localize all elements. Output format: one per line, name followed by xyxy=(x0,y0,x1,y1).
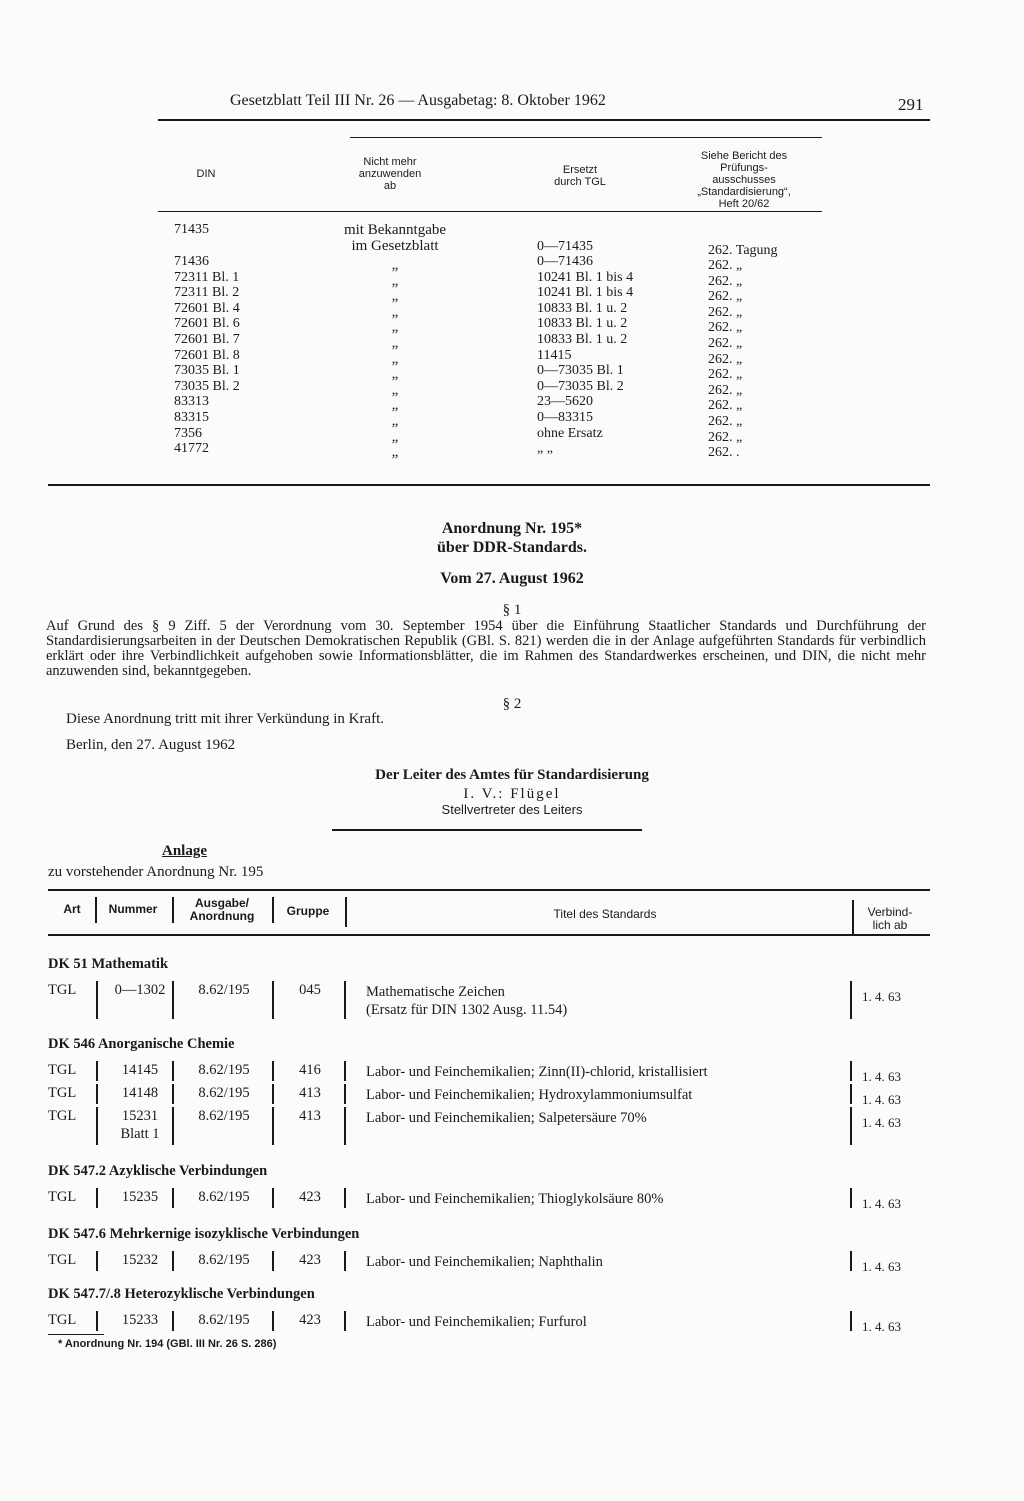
header-divider xyxy=(272,897,274,923)
page-header: Gesetzblatt Teil III Nr. 26 — Ausgabetag: 8. Oktober 1962 xyxy=(230,92,606,109)
top-row-bericht: 262. . xyxy=(708,445,740,461)
col-header-nummer: Nummer xyxy=(108,902,158,916)
top-row-ersetzt: 0—73035 Bl. 2 xyxy=(537,378,624,394)
row-divider xyxy=(272,1188,274,1208)
top-row-bericht: 262. „ xyxy=(708,289,743,305)
top-first-bericht: 262. Tagung xyxy=(708,243,778,258)
top-row-ersetzt: 10241 Bl. 1 bis 4 xyxy=(537,269,634,285)
row-divider xyxy=(850,1061,852,1081)
col-header-nicht-mehr: Nicht mehr anzuwenden ab xyxy=(358,156,422,192)
row-divider xyxy=(272,1251,274,1271)
row-divider xyxy=(344,1188,346,1208)
top-row-nicht-mehr: „ xyxy=(391,381,399,398)
row-divider xyxy=(344,1311,346,1331)
cell-titel-note: (Ersatz für DIN 1302 Ausg. 11.54) xyxy=(366,1002,568,1018)
top-row-bericht: 262. „ xyxy=(708,304,743,320)
top-row-bericht: 262. „ xyxy=(708,273,743,289)
top-row-bericht: 262. „ xyxy=(708,367,743,383)
top-row-din: 73035 Bl. 1 xyxy=(174,363,240,379)
header-divider xyxy=(345,897,347,927)
header-divider xyxy=(852,900,854,934)
cell-verbindlich-ab: 1. 4. 63 xyxy=(862,1115,901,1130)
top-row-ersetzt: 0—83315 xyxy=(537,410,593,425)
top-first-nicht-mehr: mit Bekanntgabe im Gesetzblatt xyxy=(343,222,447,254)
col-header-verbindlich: Verbind- lich ab xyxy=(867,905,913,932)
row-divider xyxy=(96,1251,98,1271)
cell-art: TGL xyxy=(48,1312,77,1328)
col-header-ausgabe: Ausgabe/ Anordnung xyxy=(189,896,255,923)
place-date: Berlin, den 27. August 1962 xyxy=(66,737,236,753)
row-divider xyxy=(344,1107,346,1145)
row-divider xyxy=(344,1251,346,1271)
row-divider xyxy=(172,1311,174,1331)
row-divider xyxy=(172,981,174,1019)
top-row-ersetzt: 10241 Bl. 1 bis 4 xyxy=(537,285,634,301)
top-row-bericht: 262. „ xyxy=(708,382,743,398)
cell-art: TGL xyxy=(48,1062,77,1078)
col-header-din: DIN xyxy=(196,168,216,180)
col-header-art: Art xyxy=(63,902,81,916)
signer-role: Stellvertreter des Leiters xyxy=(441,802,583,817)
row-divider xyxy=(96,1107,98,1145)
row-divider xyxy=(172,1188,174,1208)
top-row-bericht: 262. „ xyxy=(708,414,743,429)
cell-nummer-blatt: Blatt 1 xyxy=(120,1126,160,1142)
cell-gruppe: 413 xyxy=(299,1085,321,1101)
cell-art: TGL xyxy=(48,1252,77,1268)
cell-gruppe: 413 xyxy=(299,1108,321,1124)
anlage-title: Anlage xyxy=(162,843,207,859)
signer-name: I. V.: Flügel xyxy=(463,786,561,802)
top-row-bericht: 262. „ xyxy=(708,429,743,445)
cell-titel: Labor- und Feinchemikalien; Naphthalin xyxy=(366,1254,603,1270)
table-bottom-rule xyxy=(48,1334,104,1335)
group-heading: DK 51 Mathematik xyxy=(48,956,169,972)
top-row-nicht-mehr: „ xyxy=(391,444,399,461)
top-row-nicht-mehr: „ xyxy=(391,257,399,273)
top-row-bericht: 262. „ xyxy=(708,320,743,336)
cell-art: TGL xyxy=(48,1085,77,1101)
anlage-rule-top xyxy=(48,889,930,891)
top-row-nicht-mehr: „ xyxy=(391,413,399,429)
top-row-din: 83315 xyxy=(174,410,209,425)
row-divider xyxy=(96,1311,98,1331)
top-row-bericht: 262. „ xyxy=(708,336,743,351)
top-row-nicht-mehr: „ xyxy=(391,397,399,414)
top-table-rule-bottom xyxy=(48,484,930,486)
top-row-nicht-mehr: „ xyxy=(391,303,399,320)
row-divider xyxy=(96,1084,98,1104)
cell-verbindlich-ab: 1. 4. 63 xyxy=(862,1069,901,1084)
row-divider xyxy=(96,1188,98,1208)
top-table-rule-header xyxy=(158,211,822,212)
cell-nummer: 15235 xyxy=(121,1189,159,1205)
top-row-din: 72311 Bl. 1 xyxy=(174,269,240,285)
anordnung-date: Vom 27. August 1962 xyxy=(440,570,584,587)
group-heading: DK 547.6 Mehrkernige isozyklische Verbindungen xyxy=(48,1226,360,1242)
col-header-bericht: Siehe Bericht des Prüfungs- ausschusses „Standardisierung“, Heft 20/62 xyxy=(697,150,791,210)
row-divider xyxy=(96,1061,98,1081)
row-divider xyxy=(850,1311,852,1331)
cell-titel: Mathematische Zeichen xyxy=(366,984,505,1000)
row-divider xyxy=(272,1061,274,1081)
top-row-din: 72311 Bl. 2 xyxy=(174,285,240,301)
row-divider xyxy=(172,1061,174,1081)
cell-ausgabe: 8.62/195 xyxy=(198,982,250,998)
top-row-bericht: 262. „ xyxy=(708,351,743,367)
top-row-nicht-mehr: „ xyxy=(391,366,399,383)
cell-art: TGL xyxy=(48,1189,77,1205)
top-row-din: 72601 Bl. 4 xyxy=(174,300,240,316)
top-row-nicht-mehr: „ xyxy=(391,335,399,351)
top-first-din: 71435 xyxy=(174,222,209,237)
top-row-din: 7356 xyxy=(174,425,202,441)
cell-titel: Labor- und Feinchemikalien; Furfurol xyxy=(366,1314,587,1330)
top-row-ersetzt: 11415 xyxy=(537,347,572,363)
cell-nummer: 15233 xyxy=(121,1312,159,1328)
row-divider xyxy=(272,1311,274,1331)
cell-verbindlich-ab: 1. 4. 63 xyxy=(862,1319,901,1334)
row-divider xyxy=(850,1251,852,1271)
top-row-din: 71436 xyxy=(174,254,209,269)
header-divider xyxy=(172,897,174,923)
cell-art: TGL xyxy=(48,1108,77,1124)
col-header-ersetzt: Ersetzt durch TGL xyxy=(554,164,606,188)
page-number: 291 xyxy=(898,95,924,114)
paragraph-1-mark: § 1 xyxy=(502,602,522,618)
group-heading: DK 547.7/.8 Heterozyklische Verbindungen xyxy=(48,1286,315,1302)
top-table-rule-top xyxy=(350,137,822,138)
cell-titel: Labor- und Feinchemikalien; Salpetersäure 70% xyxy=(366,1110,647,1126)
paragraph-1-text: Auf Grund des § 9 Ziff. 5 der Verordnung vom 30. September 1954 über die Einführung Staatlicher Standards und Durchführung der Standardisierungsarbeiten in der Deutschen Demokratischen Republik (GBl. S. 821) werden die in der Anlage aufgeführten Standards für verbindlich erklärt oder ihre Verbindlichkeit aufgehoben sowie Informationsblätter, die im Rahmen des Standardwerkes erscheinen, und DIN, die nicht mehr anzuwenden sind, bekanntgegeben. xyxy=(46,618,926,679)
row-divider xyxy=(850,981,852,1019)
top-row-ersetzt: 10833 Bl. 1 u. 2 xyxy=(537,332,628,347)
cell-gruppe: 423 xyxy=(299,1189,321,1205)
cell-nummer: 15231 xyxy=(121,1108,159,1124)
top-row-bericht: 262. „ xyxy=(708,398,743,414)
cell-gruppe: 423 xyxy=(299,1312,321,1328)
cell-ausgabe: 8.62/195 xyxy=(198,1085,250,1101)
top-row-din: 72601 Bl. 6 xyxy=(174,316,240,332)
anlage-rule-header xyxy=(48,934,930,936)
top-row-nicht-mehr: „ xyxy=(391,272,399,289)
cell-gruppe: 045 xyxy=(299,982,321,998)
top-row-din: 73035 Bl. 2 xyxy=(174,378,240,394)
top-row-ersetzt: 0—73035 Bl. 1 xyxy=(537,363,624,379)
top-row-nicht-mehr: „ xyxy=(391,428,399,445)
top-row-din: 72601 Bl. 8 xyxy=(174,347,240,363)
cell-gruppe: 416 xyxy=(299,1062,321,1078)
top-row-din: 72601 Bl. 7 xyxy=(174,332,240,347)
anordnung-subtitle: über DDR-Standards. xyxy=(437,539,587,556)
cell-titel: Labor- und Feinchemikalien; Thioglykolsäure 80% xyxy=(366,1191,664,1207)
cell-verbindlich-ab: 1. 4. 63 xyxy=(862,1196,901,1211)
group-heading: DK 547.2 Azyklische Verbindungen xyxy=(48,1163,268,1179)
group-heading: DK 546 Anorganische Chemie xyxy=(48,1036,235,1052)
cell-ausgabe: 8.62/195 xyxy=(198,1108,250,1124)
row-divider xyxy=(344,981,346,1019)
row-divider xyxy=(344,1084,346,1104)
top-row-ersetzt: „ „ xyxy=(537,441,553,457)
top-row-ersetzt: 10833 Bl. 1 u. 2 xyxy=(537,316,628,332)
row-divider xyxy=(850,1107,852,1145)
top-row-nicht-mehr: „ xyxy=(391,350,399,367)
row-divider xyxy=(172,1251,174,1271)
row-divider xyxy=(172,1084,174,1104)
top-first-ersetzt: 0—71435 xyxy=(537,239,593,254)
cell-titel: Labor- und Feinchemikalien; Hydroxylammoniumsulfat xyxy=(366,1087,693,1103)
cell-verbindlich-ab: 1. 4. 63 xyxy=(862,1092,901,1107)
signature-rule xyxy=(332,829,642,831)
cell-verbindlich-ab: 1. 4. 63 xyxy=(862,989,901,1004)
top-row-nicht-mehr: „ xyxy=(391,319,399,336)
cell-ausgabe: 8.62/195 xyxy=(198,1252,250,1268)
cell-ausgabe: 8.62/195 xyxy=(198,1062,250,1078)
row-divider xyxy=(850,1084,852,1104)
row-divider xyxy=(850,1188,852,1208)
row-divider xyxy=(272,1084,274,1104)
row-divider xyxy=(272,1107,274,1145)
row-divider xyxy=(172,1107,174,1145)
header-divider xyxy=(95,897,97,923)
top-row-bericht: 262. „ xyxy=(708,258,743,273)
top-row-nicht-mehr: „ xyxy=(391,288,399,305)
top-row-din: 83313 xyxy=(174,394,209,410)
cell-ausgabe: 8.62/195 xyxy=(198,1312,250,1328)
paragraph-2-mark: § 2 xyxy=(502,696,522,712)
row-divider xyxy=(344,1061,346,1081)
top-row-ersetzt: 0—71436 xyxy=(537,254,593,269)
cell-nummer: 14145 xyxy=(121,1062,159,1078)
top-row-ersetzt: 23—5620 xyxy=(537,394,593,410)
cell-nummer: 14148 xyxy=(121,1085,159,1101)
row-divider xyxy=(96,981,98,1019)
row-divider xyxy=(272,981,274,1019)
signer-title: Der Leiter des Amtes für Standardisierung xyxy=(375,767,649,783)
paragraph-2-text: Diese Anordnung tritt mit ihrer Verkündung in Kraft. xyxy=(66,711,385,727)
col-header-gruppe: Gruppe xyxy=(286,904,330,918)
cell-ausgabe: 8.62/195 xyxy=(198,1189,250,1205)
cell-nummer: 0—1302 xyxy=(114,982,166,998)
cell-titel: Labor- und Feinchemikalien; Zinn(II)-chlorid, kristallisiert xyxy=(366,1064,708,1080)
cell-gruppe: 423 xyxy=(299,1252,321,1268)
anordnung-title: Anordnung Nr. 195* xyxy=(441,520,583,537)
cell-art: TGL xyxy=(48,982,77,998)
cell-verbindlich-ab: 1. 4. 63 xyxy=(862,1259,901,1274)
footnote: * Anordnung Nr. 194 (GBl. III Nr. 26 S. 286) xyxy=(58,1338,277,1350)
header-rule xyxy=(158,119,930,121)
top-row-ersetzt: 10833 Bl. 1 u. 2 xyxy=(537,300,628,316)
col-header-titel: Titel des Standards xyxy=(553,907,657,921)
top-row-ersetzt: ohne Ersatz xyxy=(537,425,603,441)
anlage-subtitle: zu vorstehender Anordnung Nr. 195 xyxy=(48,864,264,880)
top-row-din: 41772 xyxy=(174,441,209,457)
cell-nummer: 15232 xyxy=(121,1252,159,1268)
